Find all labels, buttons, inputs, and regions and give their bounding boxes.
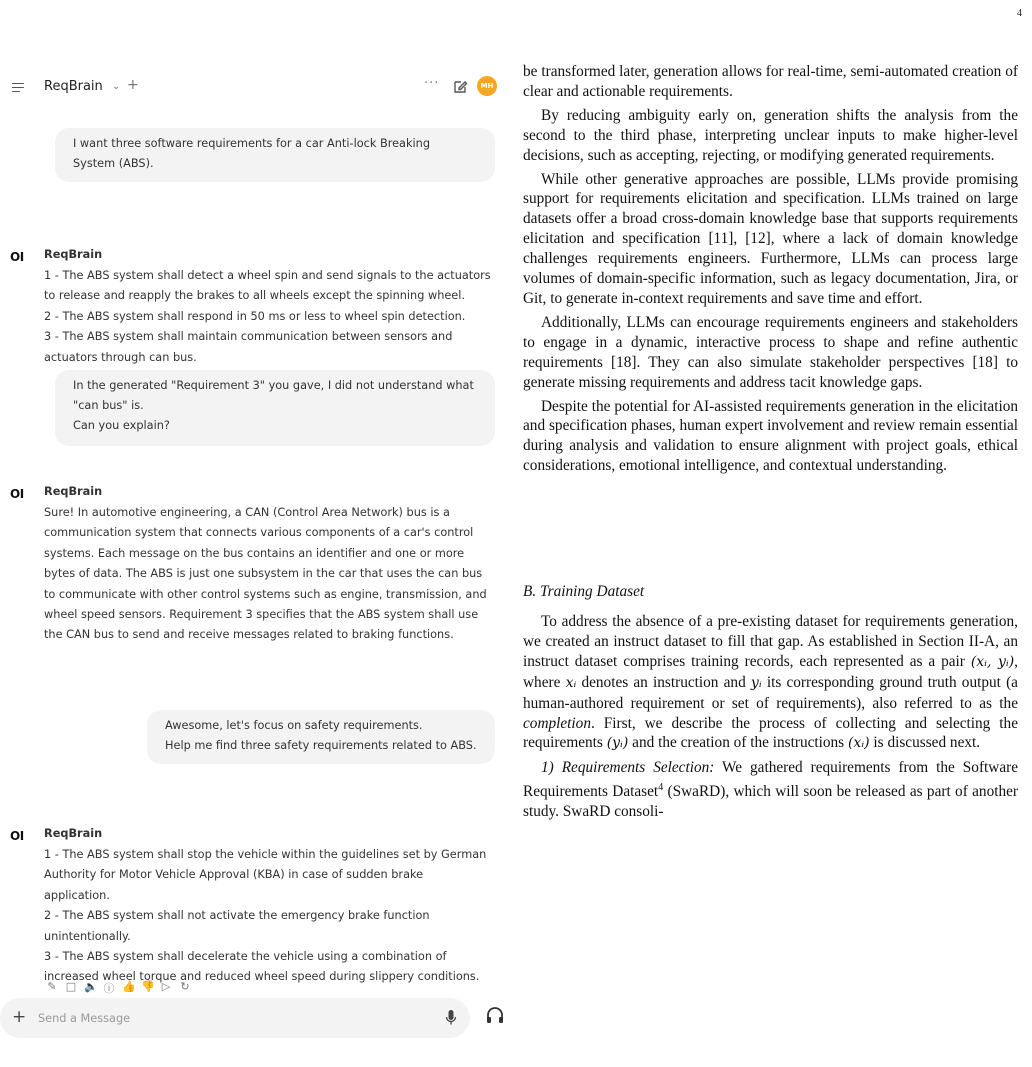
paragraph [523,612,1018,754]
text-run: . First, we describe the process of collecting and selecting the requirements [523,714,1018,752]
text-run: and the creation of the instructions [628,734,848,752]
message-line: wheel speed sensors. Requirement 3 specifies that the ABS system shall use [44,608,479,622]
edit-icon[interactable] [452,79,468,95]
message-body [44,266,504,368]
more-horizontal-icon[interactable]: ··· [424,76,440,91]
message-line: Help me find three safety requirements related to ABS. [165,739,477,752]
message-line: Authority for Motor Vehicle Approval (KBA) in case of sudden brake [44,868,424,882]
message-line: communication system that connects various components of a car's control [44,526,474,540]
message-input[interactable] [38,1009,398,1027]
message-line: I want three software requirements for a car Anti-lock Breaking [73,137,430,150]
info-icon[interactable]: ⓘ [103,982,115,995]
paragraph: be transformed later, generation allows for real-time, semi-automated creation of clear and actionable requirements. [523,63,1018,100]
chat-screenshot [0,70,508,1060]
text-run: We gathered requirements from the Software Requirements Dataset [523,759,1019,801]
footnote-marker: 4 [658,782,664,794]
menu-icon[interactable] [12,80,26,94]
text-run: its corresponding ground truth output (a human-authored requirement or set of requirements), also referred to as the [523,673,1018,712]
math-inline: (xᵢ) [847,735,870,752]
text-run: is discussed next. [869,734,981,752]
section-heading: B. Training Dataset [523,583,645,600]
play-icon[interactable]: ▷ [161,980,171,993]
text-run: (SwaRD), which will soon be released as part of another study. SwaRD consoli- [523,783,1019,821]
paper-column-top [523,62,1018,476]
math-inline: xᵢ [565,674,577,691]
message-line: bytes of data. The ABS is just one subsystem in the car that uses the can bus [44,567,483,581]
math-inline: (yᵢ) [606,735,629,752]
paragraph: Despite the potential for AI-assisted requirements generation in the elicitation and specification phases, human expert involvement and review remain essential during analysis and validation to ensure alignment with project goals, ethical considerations, emotional intelligence, and contextual understanding. [523,397,1018,475]
message-line: the CAN bus to send and receive messages related to braking functions. [44,628,454,642]
message-line: 2 - The ABS system shall respond in 50 ms or less to wheel spin detection. [44,309,466,323]
message-body [44,503,504,646]
edit-icon[interactable]: ✎ [47,980,57,993]
message-line: Can you explain? [73,419,170,432]
chevron-down-icon[interactable]: ⌄ [112,81,121,92]
headset-icon[interactable] [486,1006,504,1026]
message-line: Sure! In automotive engineering, a CAN (Control Area Network) bus is a [44,506,450,519]
sender-name: ReqBrain [44,485,103,498]
message-line: In the generated "Requirement 3" you gave, I did not understand what [73,379,474,392]
paper-column-bottom [523,612,1018,822]
message-body [44,845,504,988]
thumbs-up-icon[interactable]: 👍 [122,980,136,993]
chat-topbar [0,70,508,106]
message-line: to communicate with other control systems such as engine, transmission, and [44,587,487,601]
thumbs-down-icon[interactable]: 👎 [141,980,155,993]
message-actions [46,980,191,994]
message-line: 1 - The ABS system shall stop the vehicle within the guidelines set by German [44,848,487,861]
message-line: increased wheel torque and reduced wheel speed during slippery conditions. [44,970,480,984]
page-number: 4 [1017,8,1022,19]
user-message [147,710,495,764]
emphasis: completion [523,714,591,732]
message-line: unintentionally. [44,929,131,943]
paragraph: Additionally, LLMs can encourage requirements engineers and stakeholders to engage in a dynamic, interactive process to shape and refine authentic requirements [18]. They can also simulate stakeholder perspectives [18] to generate missing requirements and address tacit knowledge gaps. [523,313,1018,391]
message-composer [0,998,470,1038]
assistant-message [0,485,508,642]
plus-icon[interactable]: + [127,77,139,93]
paragraph: While other generative approaches are possible, LLMs provide promising support for requirements elicitation and specification. LLMs trained on large datasets offer a broad cross-domain knowledge base that supports requirements elicitation and specification [11], [12], where a lack of domain knowledge challenges requirements engineers. Furthermore, LLMs can process large volumes of domain-specific information, such as legacy documentation, Jira, or Git, to generate in-context requirements and save time and effort. [523,170,1018,307]
message-line: to release and reapply the brakes to all wheels except the spinning wheel. [44,289,465,303]
message-line: "can bus" is. [73,399,144,412]
speaker-icon[interactable]: 🔈 [84,980,98,993]
paragraph: By reducing ambiguity early on, generation shifts the analysis from the second to the third phase, interpreting unclear inputs to make higher-level decisions, such as accepting, rejecting, or modifying generated requirements. [523,106,1018,164]
user-message [55,370,495,446]
assistant-message [0,248,508,364]
assistant-logo-icon: OI [10,250,24,264]
assistant-logo-icon: OI [10,829,24,843]
message-line: Awesome, let's focus on safety requirements. [165,719,423,732]
math-inline: (xᵢ, yᵢ) [970,653,1015,670]
sender-name: ReqBrain [44,248,103,261]
message-line: 3 - The ABS system shall maintain communication between sensors and [44,330,453,344]
paragraph [523,758,1018,822]
regenerate-icon[interactable]: ↻ [180,980,190,993]
subsection-heading: 1) Requirements Selection: [541,759,715,777]
copy-icon[interactable]: □ [65,980,77,993]
math-inline: yᵢ [750,674,762,691]
message-line: application. [44,888,110,902]
sender-name: ReqBrain [44,827,103,840]
message-line: actuators through can bus. [44,350,197,364]
avatar[interactable]: MH [477,76,497,96]
microphone-icon[interactable] [445,1009,457,1027]
message-line: 2 - The ABS system shall not activate the emergency brake function [44,909,430,923]
attach-plus-icon[interactable]: + [12,1007,27,1027]
model-selector[interactable]: ReqBrain [44,79,103,94]
assistant-logo-icon: OI [10,487,24,501]
message-line: 1 - The ABS system shall detect a wheel spin and send signals to the actuators [44,269,491,282]
message-line: System (ABS). [73,157,154,170]
message-line: 3 - The ABS system shall decelerate the vehicle using a combination of [44,950,447,964]
text-run: To address the absence of a pre-existing dataset for requirements generation, we created an instruct dataset to fill that gap. As established in Section II-A, an instruct dataset comprises training records, each represented as a pair [523,613,1018,670]
message-line: systems. Each message on the bus contains an identifier and one or more [44,546,465,560]
text-run: denotes an instruction and [576,673,751,691]
text-run: , where [523,652,1018,691]
assistant-message [0,827,508,997]
user-message [55,128,495,182]
